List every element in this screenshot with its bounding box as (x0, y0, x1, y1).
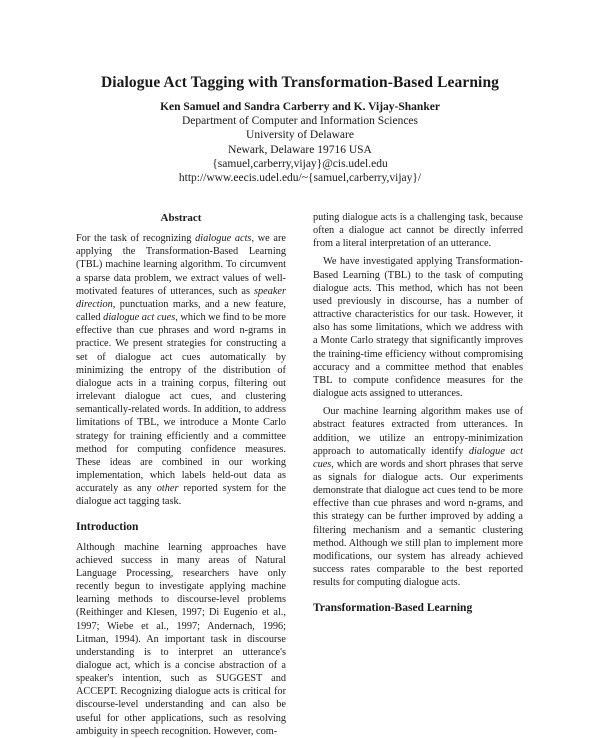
introduction-paragraph: Although machine learning approaches have achieved success in many areas of Natural Language Processing, researchers have only recently begun to investigate applying machine learning methods to discourse-level problems (Reithinger and Klesen, 1997; Di Eugenio et al., 1997; Wiebe et al., 1997; Andernach, 1996; Litman, 1994). An important task in discourse understanding is to interpret an utterance's dialogue act, which is a concise abstraction of a speaker's intention, such as SUGGEST and ACCEPT. Recognizing dialogue acts is critical for discourse-level understanding and can also be useful for other applications, such as resolving ambiguity in speech recognition. However, com- (76, 541, 286, 737)
author-university: University of Delaware (246, 129, 354, 142)
introduction-heading: Introduction (76, 521, 139, 534)
author-address: Newark, Delaware 19716 USA (228, 143, 372, 156)
right-column (313, 211, 523, 622)
tbl-investigation-paragraph: We have investigated applying Transformation-Based Learning (TBL) to the task of computing dialogue acts. This method, which has not been used previously in discourse, has a number of attractive characteristics for our task. However, it also has some limitations, which we address with a Monte Carlo strategy that significantly improves the training-time efficiency without compromising accuracy and a committee method that enables TBL to compute confidence measures for the dialogue acts assigned to utterances. (313, 256, 523, 400)
abstract-heading: Abstract (160, 212, 202, 224)
tbl-section-heading: Transformation-Based Learning (313, 602, 473, 615)
author-affiliation: Department of Computer and Information Sciences (182, 115, 418, 128)
features-paragraph: Our machine learning algorithm makes use of abstract features extracted from utterances. In addition, we utilize an entropy-minimization approach to automatically identify dialogue act cues, which are words and short phrases that serve as signals for dialogue acts. Our experiments demonstrate that dialogue act cues tend to be more effective than cue phrases and word n-grams, and this strategy can be further improved by adding a filtering mechanism and a semantic clustering method. Although we still plan to implement more modifications, our system has already achieved success rates comparable to the best reported results for computing dialogue acts. (313, 406, 523, 589)
author-block (0, 100, 600, 185)
author-url: http://www.eecis.udel.edu/~{samuel,carberry,vijay}/ (178, 172, 422, 185)
paper-title: Dialogue Act Tagging with Transformation-Based Learning (100, 74, 500, 91)
abstract-paragraph: For the task of recognizing dialogue acts, we are applying the Transformation-Based Learning (TBL) machine learning algorithm. To circumvent a sparse data problem, we extract values of well-motivated features of utterances, such as speaker direction, punctuation marks, and a new feature, called dialogue act cues, which we find to be more effective than cue phrases and word n-grams in practice. We present strategies for constructing a set of dialogue act cues automatically by minimizing the entropy of the distribution of dialogue acts in a training corpus, filtering out irrelevant dialogue act cues, and clustering semantically-related words. In addition, to address limitations of TBL, we introduce a Monte Carlo strategy for training efficiently and a committee method for computing confidence measures. These ideas are combined in our working implementation, which labels held-out data as accurately as any other reported system for the dialogue act tagging task. (76, 233, 286, 508)
author-emails: {samuel,carberry,vijay}@cis.udel.edu (212, 157, 388, 170)
left-column (76, 212, 286, 738)
author-names: Ken Samuel and Sandra Carberry and K. Vijay-Shanker (160, 101, 440, 113)
intro-continued-paragraph: puting dialogue acts is a challenging task, because often a dialogue act cannot be directly inferred from a literal interpretation of an utterance. (313, 212, 523, 250)
